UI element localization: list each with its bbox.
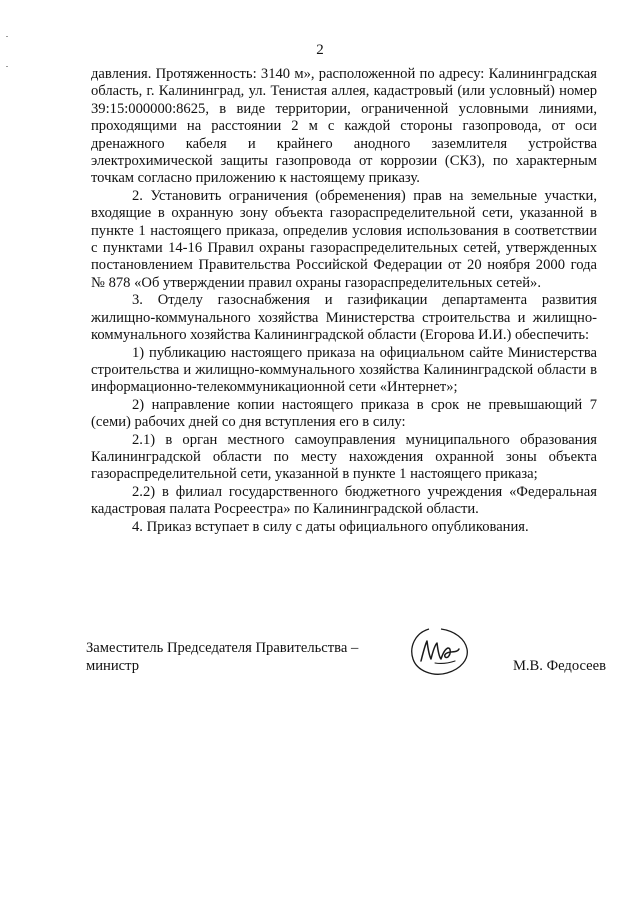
paragraph-subitem-2-2: 2.2) в филиал государственного бюджетного учреждения «Федеральная кадастровая палата Росреестра» по Калининградской области. bbox=[91, 483, 597, 518]
paragraph-subitem-2: 2) направление копии настоящего приказа в срок не превышающий 7 (семи) рабочих дней со дня вступления его в силу: bbox=[91, 396, 597, 431]
paragraph-item-3: 3. Отделу газоснабжения и газификации департамента развития жилищно-коммунального хозяйства Министерства строительства и жилищно-коммунального хозяйства Калининградской области (Егорова И.И.) обеспечить: bbox=[91, 292, 597, 344]
document-body bbox=[91, 66, 597, 536]
signatory-position-line-2: министр bbox=[86, 658, 139, 674]
scan-margin-mark bbox=[6, 66, 8, 67]
signature-block bbox=[86, 639, 606, 699]
handwritten-signature-icon bbox=[405, 623, 473, 679]
scan-margin-mark bbox=[6, 36, 8, 37]
paragraph-item-4: 4. Приказ вступает в силу с даты официального опубликования. bbox=[132, 518, 529, 535]
paragraph-subitem-2-1: 2.1) в орган местного самоуправления муниципального образования Калининградской области по месту нахождения охранной зоны объекта газораспределительной сети, указанной в пункте 1 настоящего приказа; bbox=[91, 431, 597, 483]
signatory-name: М.В. Федосеев bbox=[512, 658, 606, 674]
paragraph-item-2: 2. Установить ограничения (обременения) прав на земельные участки, входящие в охранную зону объекта газораспределительной сети, указанной в пункте 1 настоящего приказа, определив условия использования в соответствии с пунктами 14-16 Правил охраны газораспределительных сетей, утвержденных постановлением Правительства Российской Федерации от 20 ноября 2000 года № 878 «Об утверждении правил охраны газораспределительных сетей». bbox=[91, 187, 597, 291]
paragraph-subitem-1: 1) публикацию настоящего приказа на официальном сайте Министерства строительства и жилищно-коммунального хозяйства Калининградской области в информационно-телекоммуникационной сети «Интернет»; bbox=[91, 344, 597, 396]
signatory-position-line-1: Заместитель Председателя Правительства – bbox=[86, 640, 359, 656]
signatory-position bbox=[86, 639, 386, 675]
paragraph-continuation: давления. Протяженность: 3140 м», расположенной по адресу: Калининградская область, г. Калининград, ул. Тенистая аллея, кадастровый (или условный) номер 39:15:000000:8625, в виде территории, ограниченной условными линиями, проходящими на расстоянии 2 м с каждой стороны газопровода, от оси дренажного кабеля и крайнего анодного заземлителя устройства электрохимической защиты газопровода от коррозии (СКЗ), по характерным точкам согласно приложению к настоящему приказу. bbox=[91, 66, 597, 187]
page-number: 2 bbox=[316, 42, 324, 58]
